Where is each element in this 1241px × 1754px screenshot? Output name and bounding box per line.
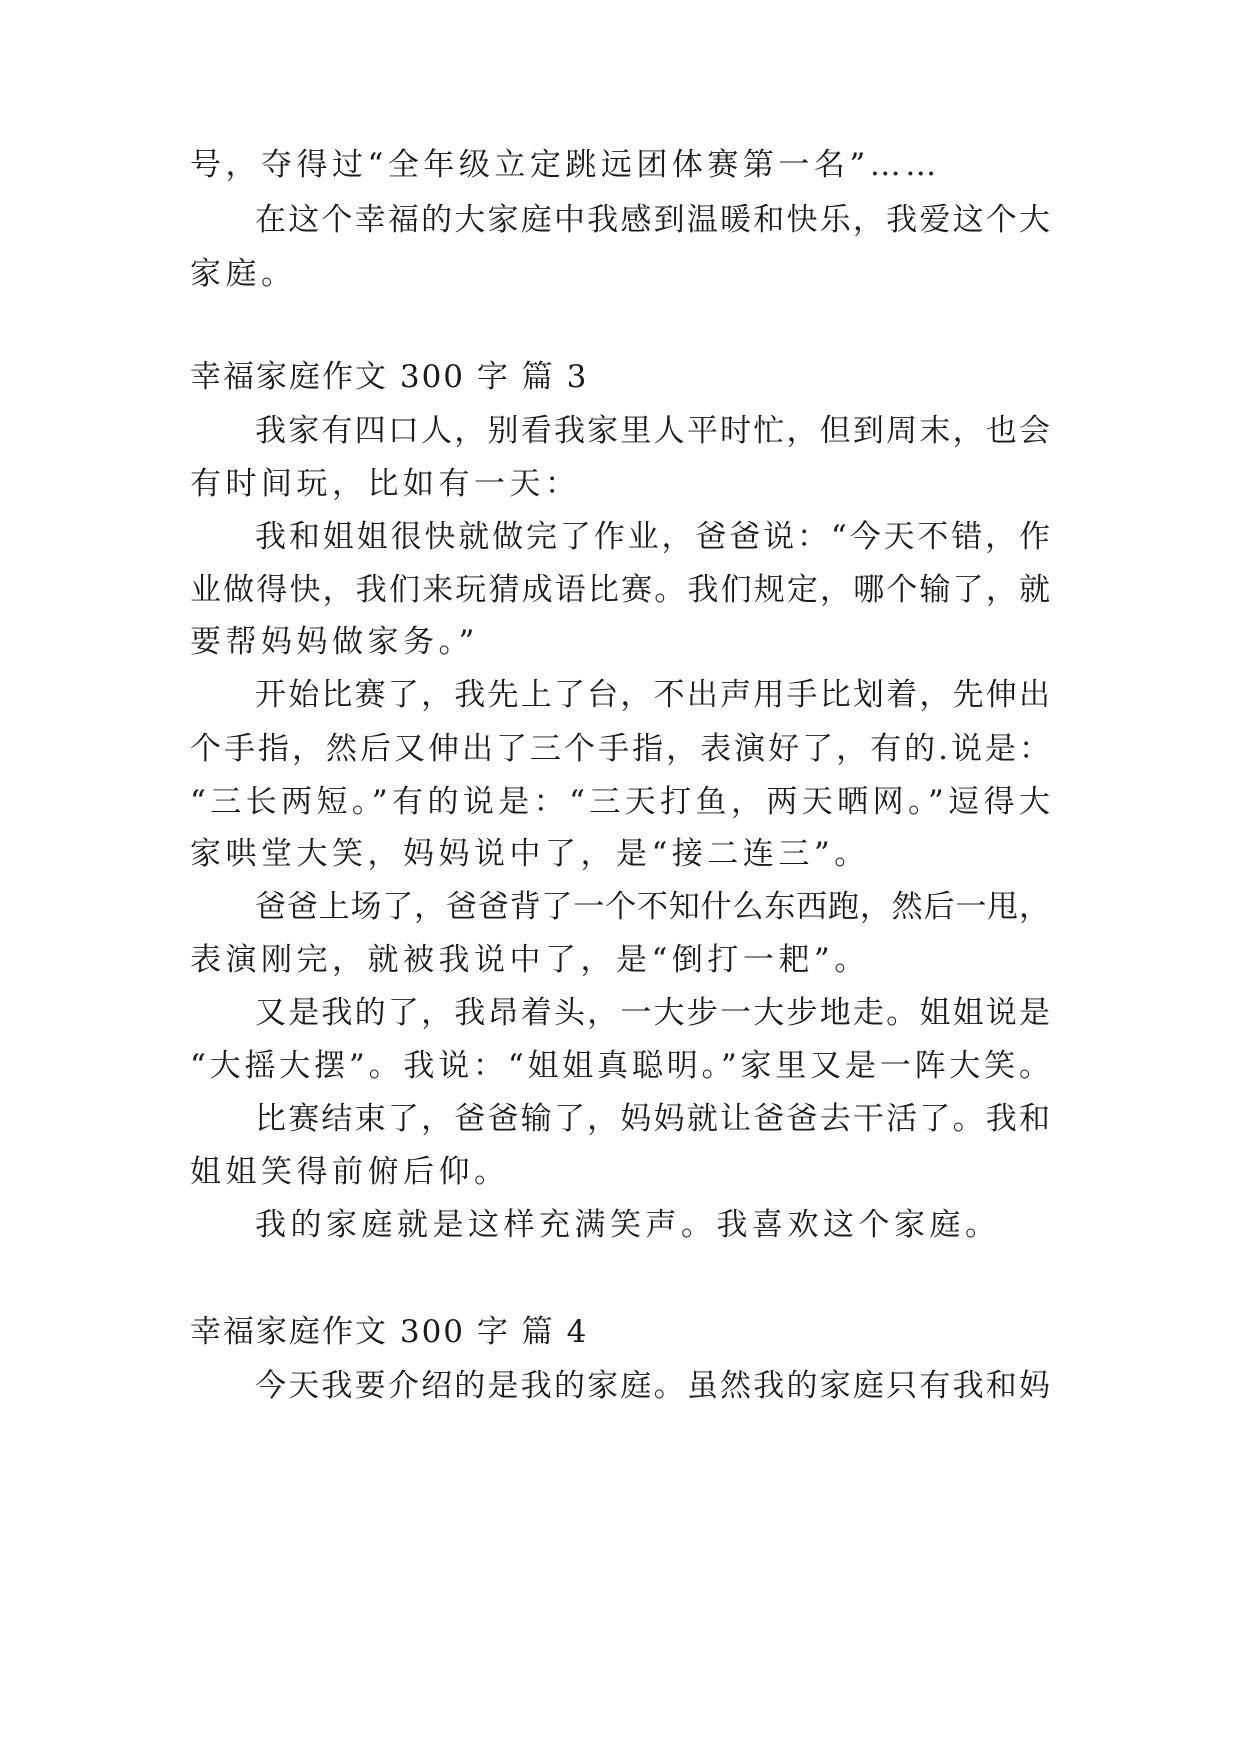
paragraph-line: 要帮妈妈做家务。”: [190, 624, 479, 660]
paragraph-line: 今天我要介绍的是我的家庭。虽然我的家庭只有我和妈: [255, 1368, 1050, 1404]
paragraph-line: 我家有四口人，别看我家里人平时忙，但到周末，也会: [255, 413, 1050, 449]
paragraph-line: 开始比赛了，我先上了台，不出声用手比划着，先伸出: [255, 677, 1050, 713]
paragraph-line: 业做得快，我们来玩猜成语比赛。我们规定，哪个输了，就: [190, 572, 1050, 608]
section-heading: 幸福家庭作文 300 字 篇 4: [190, 1314, 589, 1350]
paragraph-line: “大摇大摆”。我说：“姐姐真聪明。”家里又是一阵大笑。: [190, 1048, 1050, 1084]
paragraph-line: 我的家庭就是这样充满笑声。我喜欢这个家庭。: [255, 1207, 1001, 1243]
paragraph-line: 在这个幸福的大家庭中我感到温暖和快乐，我爱这个大: [255, 202, 1050, 238]
paragraph-line: 有时间玩，比如有一天：: [190, 466, 581, 502]
paragraph-line: “三长两短。”有的说是：“三天打鱼，两天晒网。”逗得大: [190, 784, 1050, 820]
paragraph-line: 又是我的了，我昂着头，一大步一大步地走。姐姐说是: [255, 995, 1050, 1031]
paragraph-line: 比赛结束了，爸爸输了，妈妈就让爸爸去干活了。我和: [255, 1101, 1050, 1137]
paragraph-line: 姐姐笑得前俯后仰。: [190, 1154, 510, 1190]
paragraph-line: 表演刚完，就被我说中了，是“倒打一耙”。: [190, 942, 870, 978]
paragraph-line: 家庭。: [190, 256, 297, 292]
paragraph-line: 家哄堂大笑，妈妈说中了，是“接二连三”。: [190, 836, 870, 872]
paragraph-line: 爸爸上场了，爸爸背了一个不知什么东西跑，然后一甩，: [255, 889, 1050, 925]
paragraph-line: 个手指，然后又伸出了三个手指，表演好了，有的.说是：: [190, 731, 1050, 767]
paragraph-line: 号，夺得过“全年级立定跳远团体赛第一名”……: [190, 147, 941, 183]
paragraph-line: 我和姐姐很快就做完了作业，爸爸说：“今天不错，作: [255, 519, 1050, 555]
section-heading: 幸福家庭作文 300 字 篇 3: [190, 359, 589, 395]
